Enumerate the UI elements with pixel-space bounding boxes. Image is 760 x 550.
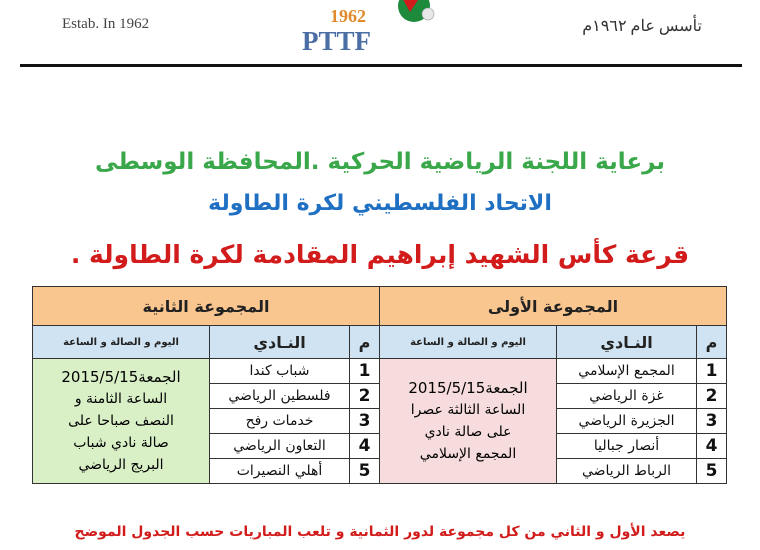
group2-num: 5: [350, 459, 380, 484]
group2-club: التعاون الرياضي: [210, 434, 350, 459]
group1-time: الساعة الثالثة عصرا: [410, 402, 526, 418]
group2-time-cont: النصف صباحا على: [68, 413, 174, 429]
group1-num: 2: [697, 384, 727, 409]
group2-hall: البريج الرياضي: [78, 457, 164, 473]
group2-schedule: [33, 359, 210, 484]
group1-venue: على صالة نادي: [424, 424, 512, 440]
group1-club: غزة الرياضي: [557, 384, 697, 409]
group1-hall: المجمع الإسلامي: [419, 446, 517, 462]
group1-schedule-header: اليوم و الصالة و الساعة: [380, 326, 557, 359]
group2-club: فلسطين الرياضي: [210, 384, 350, 409]
qualification-note: يصعد الأول و الثاني من كل مجموعة لدور الثمانية و تلعب المباريات حسب الجدول الموضح: [74, 524, 686, 540]
group2-club-header: النـادي: [210, 326, 350, 359]
group1-club-header: النـادي: [557, 326, 697, 359]
group2-num: 1: [350, 359, 380, 384]
group2-venue: صالة نادي شباب: [73, 435, 169, 451]
group1-num-header: م: [697, 326, 727, 359]
letterhead: [0, 0, 760, 64]
federation-line: الاتحاد الفلسطيني لكرة الطاولة: [208, 191, 552, 216]
group1-num: 1: [697, 359, 727, 384]
group1-schedule: [380, 359, 557, 484]
group2-date: الجمعة2015/5/15: [61, 368, 181, 386]
group1-num: 3: [697, 409, 727, 434]
table-row: [33, 359, 727, 384]
logo-text: PTTF: [302, 26, 372, 56]
group1-date: الجمعة2015/5/15: [408, 379, 528, 397]
group2-num: 4: [350, 434, 380, 459]
group2-time: الساعة الثامنة و: [74, 391, 168, 407]
group1-club: أنصار جباليا: [557, 434, 697, 459]
group2-num-header: م: [350, 326, 380, 359]
group2-club: شباب كندا: [210, 359, 350, 384]
logo-year: 1962: [330, 6, 366, 26]
group2-header: المجموعة الثانية: [33, 287, 380, 326]
group2-num: 2: [350, 384, 380, 409]
group1-num: 5: [697, 459, 727, 484]
group2-club: خدمات رفح: [210, 409, 350, 434]
group1-num: 4: [697, 434, 727, 459]
draw-table: [32, 286, 727, 484]
group1-club: الجزيرة الرياضي: [557, 409, 697, 434]
group2-num: 3: [350, 409, 380, 434]
pttf-logo: [300, 0, 440, 56]
group1-club: المجمع الإسلامي: [557, 359, 697, 384]
group1-club: الرباط الرياضي: [557, 459, 697, 484]
cup-title: قرعة كأس الشهيد إبراهيم المقادمة لكرة الطاولة .: [70, 240, 690, 269]
sponsor-line: برعاية اللجنة الرياضية الحركية .المحافظة الوسطى: [94, 149, 666, 175]
group2-schedule-header: اليوم و الصالة و الساعة: [33, 326, 210, 359]
group2-club: أهلي النصيرات: [210, 459, 350, 484]
estab-text: Estab. In 1962: [62, 16, 150, 32]
founded-text: تأسس عام ١٩٦٢م: [582, 18, 702, 35]
header-rule: [20, 64, 742, 67]
group1-header: المجموعة الأولى: [380, 287, 727, 326]
